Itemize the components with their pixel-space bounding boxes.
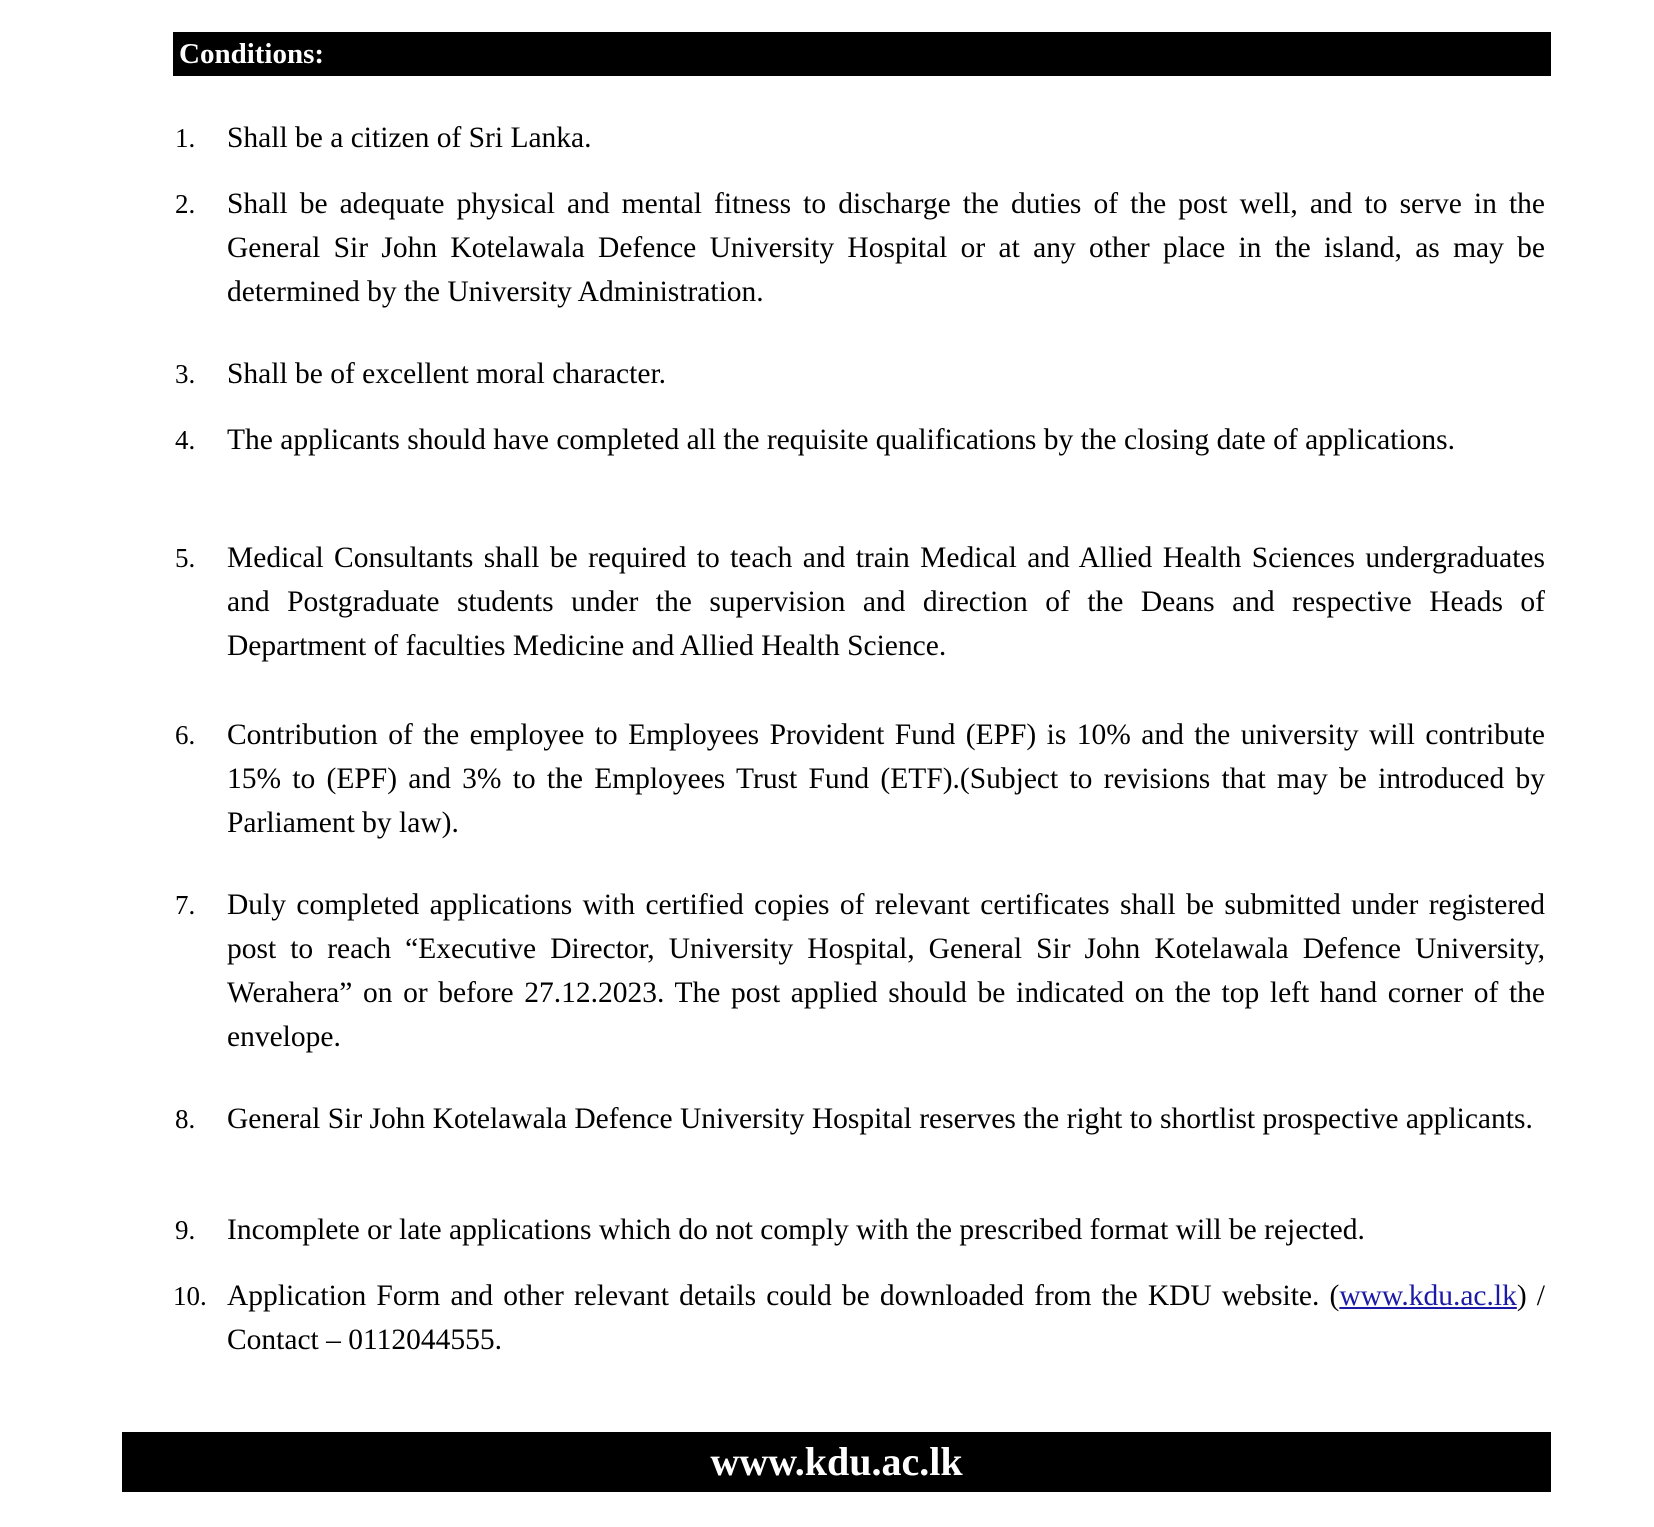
condition-text	[227, 1274, 1545, 1362]
condition-text: Incomplete or late applications which do not comply with the prescribed format will be rejected.	[227, 1214, 1365, 1246]
condition-text: Shall be adequate physical and mental fitness to discharge the duties of the post well, and to serve in the General Sir John Kotelawala Defence University Hospital or at any other place in the island, as may be determined by the University Administration.	[227, 188, 1545, 308]
footer-bar	[122, 1432, 1551, 1492]
kdu-website-link[interactable]: www.kdu.ac.lk	[1339, 1280, 1517, 1312]
condition-number: 7.	[175, 890, 196, 920]
condition-number: 2.	[175, 189, 196, 219]
condition-number: 8.	[175, 1104, 196, 1134]
condition-text: The applicants should have completed all the requisite qualifications by the closing date of applications.	[227, 424, 1455, 456]
condition-item-10	[175, 1274, 1545, 1362]
condition-number: 10.	[173, 1281, 207, 1311]
condition-text: Contribution of the employee to Employees Provident Fund (EPF) is 10% and the university will contribute 15% to (EPF) and 3% to the Employees Trust Fund (ETF).(Subject to revisions that may be introduced by Parliament by law).	[227, 719, 1545, 839]
condition-text: Duly completed applications with certified copies of relevant certificates shall be submitted under registered post to reach “Executive Director, University Hospital, General Sir John Kotelawala Defence University, Werahera” on or before 27.12.2023. The post applied should be indicated on the top left hand corner of the envelope.	[227, 889, 1545, 1053]
condition-item-9	[175, 1208, 1545, 1252]
condition-item-1	[175, 116, 1545, 160]
conditions-header-bar	[173, 32, 1551, 76]
condition-text: General Sir John Kotelawala Defence University Hospital reserves the right to shortlist prospective applicants.	[227, 1103, 1533, 1135]
footer-website-url: www.kdu.ac.lk	[710, 1439, 963, 1484]
condition-item-8	[175, 1097, 1545, 1141]
condition-item-4	[175, 418, 1545, 462]
condition-text-before-link: Application Form and other relevant details could be downloaded from the KDU website. (	[227, 1280, 1340, 1312]
condition-number: 4.	[175, 425, 196, 455]
condition-number: 6.	[175, 720, 196, 750]
condition-text: Shall be a citizen of Sri Lanka.	[227, 122, 592, 154]
condition-text-after-link: ) / Contact – 0112044555.	[227, 1280, 1545, 1356]
condition-item-5	[175, 536, 1545, 668]
condition-number: 9.	[175, 1215, 196, 1245]
condition-number: 1.	[175, 123, 196, 153]
condition-item-3	[175, 352, 1545, 396]
condition-text: Medical Consultants shall be required to teach and train Medical and Allied Health Sciences undergraduates and Postgraduate students under the supervision and direction of the Deans and respective Heads of Department of faculties Medicine and Allied Health Science.	[227, 542, 1545, 662]
condition-text: Shall be of excellent moral character.	[227, 358, 667, 390]
condition-number: 5.	[175, 543, 196, 573]
conditions-heading: Conditions:	[179, 38, 325, 70]
condition-item-7	[175, 883, 1545, 1059]
condition-number: 3.	[175, 359, 196, 389]
condition-item-6	[175, 713, 1545, 845]
condition-item-2	[175, 182, 1545, 314]
